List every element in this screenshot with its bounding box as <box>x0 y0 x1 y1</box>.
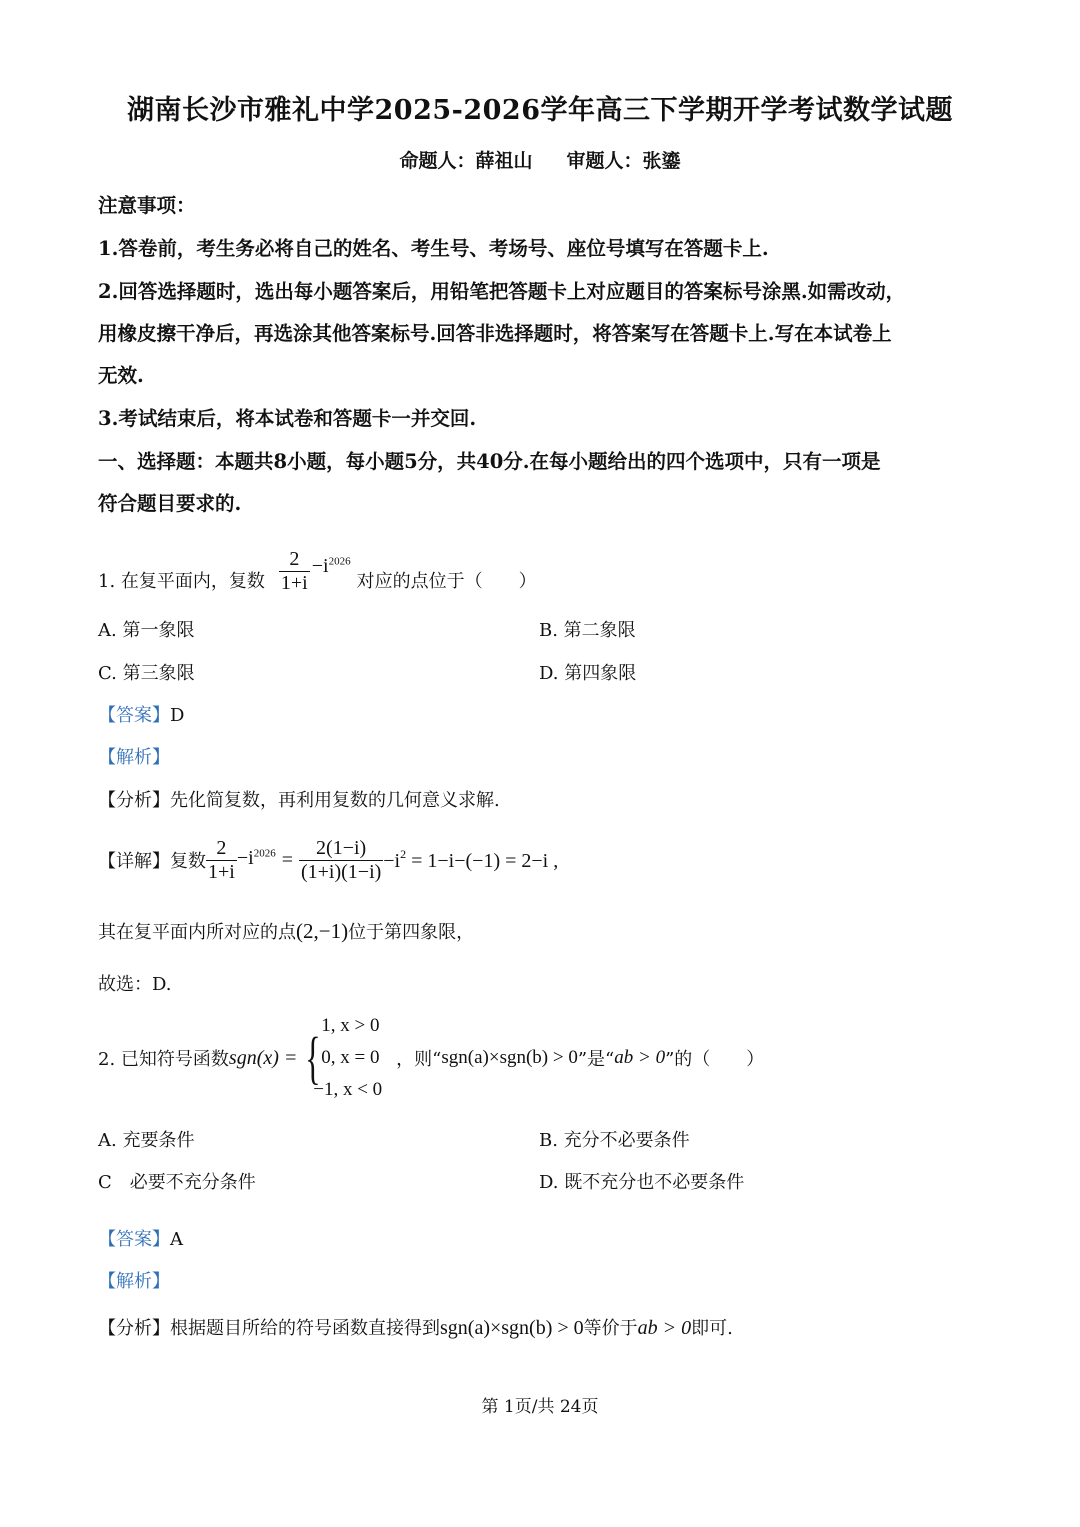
q1-fenxi-text: 先化简复数，再利用复数的几何意义求解. <box>170 790 500 811</box>
reviewer: 审题人：张鎏 <box>566 150 681 172</box>
note-2-line-3: 无效. <box>98 364 144 387</box>
q1-detail-frac2-num: 2(1−i) <box>316 836 367 859</box>
q1-minus-i: $-i^{2026}$ <box>311 555 351 577</box>
q1-detail-eq: = <box>281 848 293 871</box>
q2-option-b: B. 充分不必要条件 <box>539 1130 690 1151</box>
q2-fenxi-c: 即可. <box>691 1318 733 1339</box>
q1-detail-frac1-den: 1+i <box>208 860 235 883</box>
q1-detail-exp: 2026 <box>253 846 276 859</box>
q1-frac-den: 1+i <box>280 572 308 594</box>
q2-cond-2: ab > 0 <box>614 1047 666 1068</box>
q1-suffix: 对应的点位于（ ） <box>356 571 537 592</box>
note-3: 3.考试结束后，将本试卷和答题卡一并交回. <box>98 407 477 430</box>
q1-detail-frac1 <box>206 837 237 884</box>
q1-choose: 故选：D. <box>98 974 172 995</box>
q1-analysis-tag: 【解析】 <box>98 747 170 768</box>
q2-fenxi-m2: ab > 0 <box>637 1317 692 1339</box>
q1-option-a: A. 第一象限 <box>98 620 195 641</box>
q2-case-1: 1, x > 0 <box>321 1015 380 1036</box>
section-heading-line-2: 符合题目要求的. <box>98 492 242 515</box>
q2-fenxi-b: 等价于 <box>583 1318 638 1339</box>
q2-fenxi-tag: 【分析】 <box>98 1318 170 1339</box>
q1-point: (2,−1) <box>296 919 349 943</box>
q2-answer <box>98 1225 183 1251</box>
note-1: 1.答卷前，考生务必将自己的姓名、考生号、考场号、座位号填写在答题卡上. <box>98 237 769 260</box>
section-heading-line-1: 一、选择题：本题共8小题，每小题5分，共40分.在每小题给出的四个选项中，只有一项是 <box>98 450 881 473</box>
q2-fenxi <box>98 1314 733 1340</box>
q1-point-prefix: 其在复平面内所对应的点 <box>98 922 296 943</box>
q2-fenxi-m1: sgn(a)×sgn(b) > 0 <box>440 1317 584 1339</box>
q1-detail-minus-i: $-i^{2026}$ <box>236 846 276 869</box>
notes-heading: 注意事项： <box>98 194 196 217</box>
q1-fenxi-tag: 【分析】 <box>98 790 170 811</box>
note-2-line-2: 用橡皮擦干净后，再选涂其他答案标号.回答非选择题时，将答案写在答题卡上.写在本试卷上 <box>98 322 892 345</box>
q1-option-b: B. 第二象限 <box>539 620 636 641</box>
q1-option-d: D. 第四象限 <box>539 663 637 684</box>
q1-detail-frac1-num: 2 <box>216 836 227 859</box>
page-footer: 第 1页/共 24页 <box>481 1397 599 1417</box>
q1-option-c: C. 第三象限 <box>98 663 195 684</box>
q2-case-3: −1, x < 0 <box>313 1079 383 1100</box>
q2-answer-tag: 【答案】 <box>98 1229 170 1250</box>
q1-fenxi <box>98 786 500 812</box>
q2-option-a: A. 充要条件 <box>98 1130 195 1151</box>
exam-title: 湖南长沙市雅礼中学2025-2026学年高三下学期开学考试数学试题 <box>127 95 953 126</box>
q2-cases <box>313 1010 383 1106</box>
q1-detail-rest: $-i^2 = 1-i-(-1) = 2-i$ , <box>383 847 559 872</box>
q2-prefix: 2. 已知符号函数 <box>98 1049 229 1070</box>
q2-mid: ，则“ <box>396 1049 442 1070</box>
q2-fenxi-a: 根据题目所给的符号函数直接得到 <box>170 1318 440 1339</box>
q2-mid2: ”是“ <box>577 1049 615 1070</box>
q2-analysis-tag: 【解析】 <box>98 1271 170 1292</box>
setter: 命题人：薛祖山 <box>399 150 533 172</box>
q1-frac-num: 2 <box>289 548 300 570</box>
q1-detail-rest-exp: 2 <box>400 847 407 861</box>
q2-option-d: D. 既不充分也不必要条件 <box>539 1172 745 1193</box>
authors-line <box>0 146 1080 173</box>
q2-answer-value: A <box>170 1229 183 1250</box>
note-2-line-1: 2.回答选择题时，选出每小题答案后，用铅笔把答题卡上对应题目的答案标号涂黑.如需改动， <box>98 280 906 303</box>
q2-function: sgn(x) = <box>228 1046 298 1069</box>
q2-option-c: C 必要不充分条件 <box>98 1172 256 1193</box>
question-2-stem <box>98 1010 764 1106</box>
question-1-stem <box>98 535 537 605</box>
q1-exponent: 2026 <box>328 555 351 568</box>
q2-suffix: ”的（ ） <box>665 1049 765 1070</box>
q2-case-2: 0, x = 0 <box>321 1047 380 1068</box>
q1-detail <box>98 830 558 890</box>
q1-detail-frac2 <box>299 837 383 884</box>
q1-answer <box>98 701 184 727</box>
q1-fraction <box>279 548 310 595</box>
q2-cond-1: sgn(a)×sgn(b) > 0 <box>441 1047 578 1068</box>
q1-detail-prefix: 复数 <box>170 851 206 872</box>
q1-prefix: 1. 在复平面内，复数 <box>98 571 265 592</box>
q1-answer-value: D <box>170 705 185 726</box>
q2-brace: { <box>305 1025 321 1090</box>
q1-point-line <box>98 918 474 944</box>
q1-detail-frac2-den: (1+i)(1−i) <box>300 860 382 883</box>
q1-point-suffix: 位于第四象限， <box>348 922 475 943</box>
q1-detail-tag: 【详解】 <box>98 851 170 872</box>
q1-answer-tag: 【答案】 <box>98 705 170 726</box>
